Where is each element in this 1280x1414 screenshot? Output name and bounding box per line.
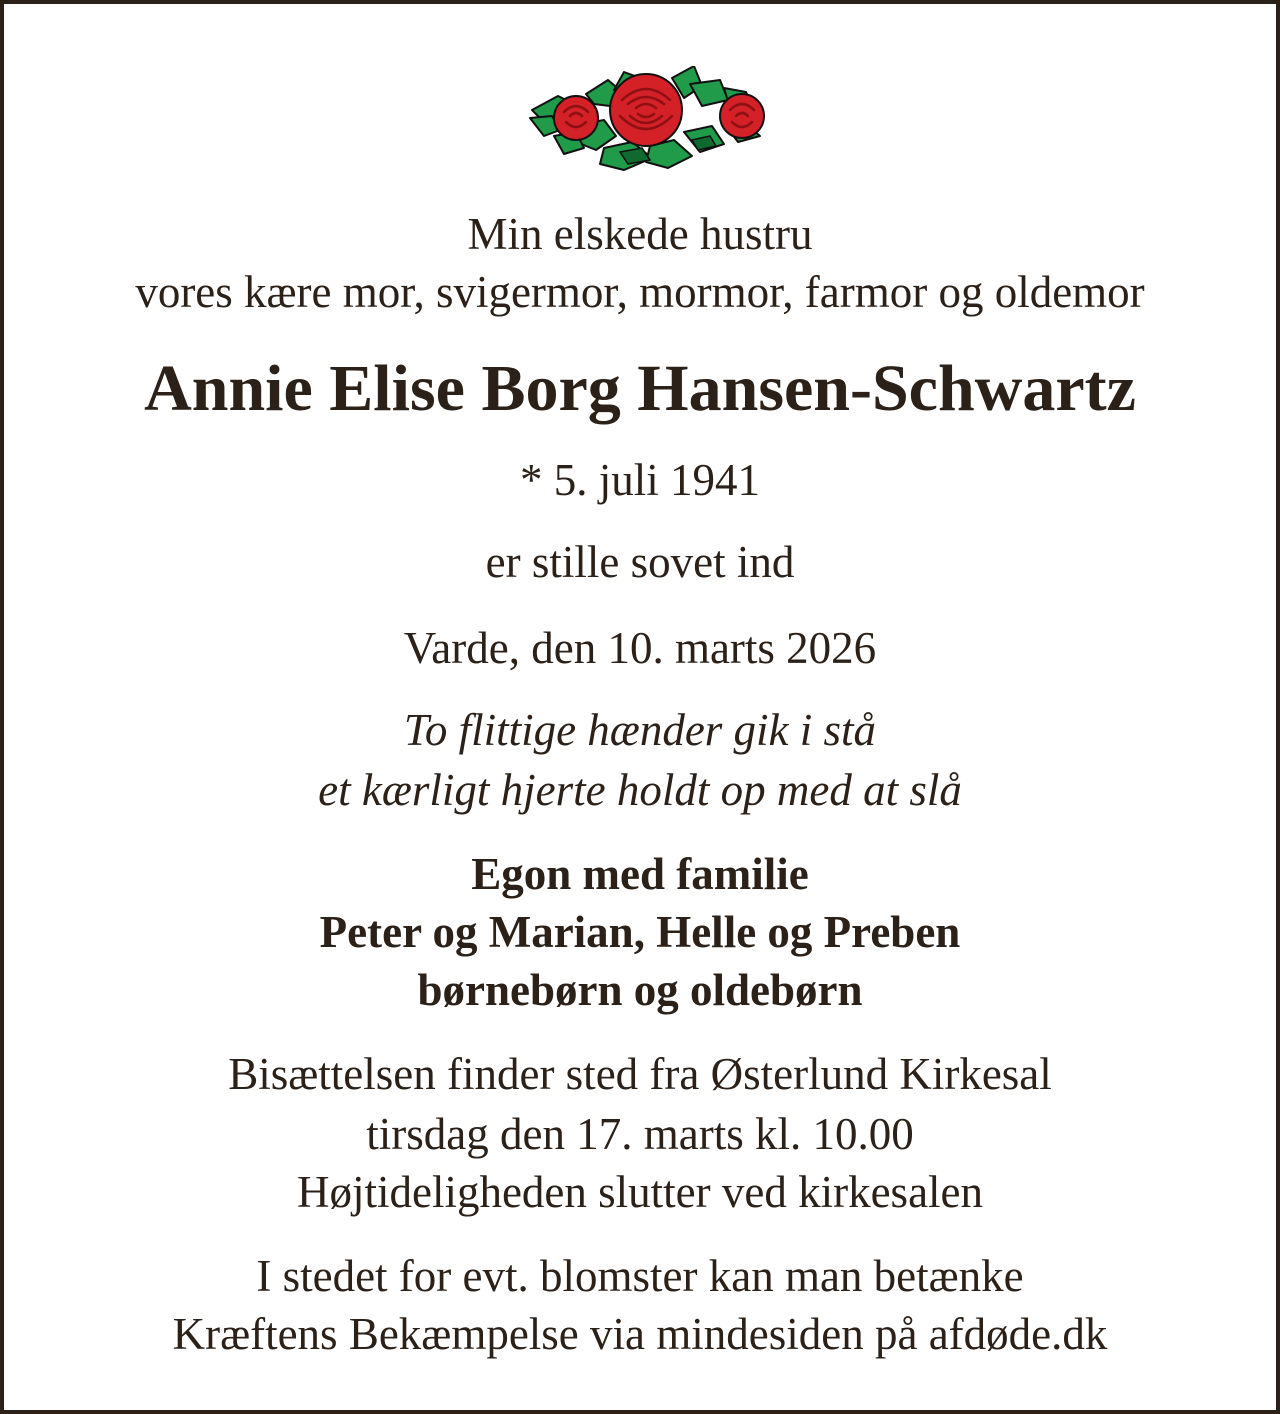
birth-date: * 5. juli 1941	[519, 455, 760, 505]
donation-line: I stedet for evt. blomster kan man betænke	[256, 1251, 1024, 1301]
place-date: Varde, den 10. marts 2026	[403, 623, 877, 673]
family-line: Peter og Marian, Helle og Preben	[319, 907, 961, 957]
relation-line: vores kære mor, svigermor, mormor, farmor og oldemor	[135, 267, 1145, 317]
family-line: børnebørn og oldebørn	[417, 965, 863, 1015]
funeral-line: tirsdag den 17. marts kl. 10.00	[366, 1109, 914, 1159]
donation-line: Kræftens Bekæmpelse via mindesiden på afdøde.dk	[172, 1309, 1108, 1359]
funeral-line: Højtideligheden slutter ved kirkesalen	[296, 1167, 984, 1217]
funeral-line: Bisættelsen finder sted fra Østerlund Kirkesal	[228, 1049, 1052, 1099]
family-line: Egon med familie	[471, 849, 809, 899]
roses-icon	[524, 66, 768, 174]
verse-line: To flittige hænder gik i stå	[403, 705, 877, 755]
verse-line: et kærligt hjerte holdt op med at slå	[318, 765, 962, 815]
passing-text: er stille sovet ind	[485, 537, 795, 587]
deceased-name: Annie Elise Borg Hansen-Schwartz	[144, 352, 1136, 425]
intro-line: Min elskede hustru	[467, 209, 813, 259]
